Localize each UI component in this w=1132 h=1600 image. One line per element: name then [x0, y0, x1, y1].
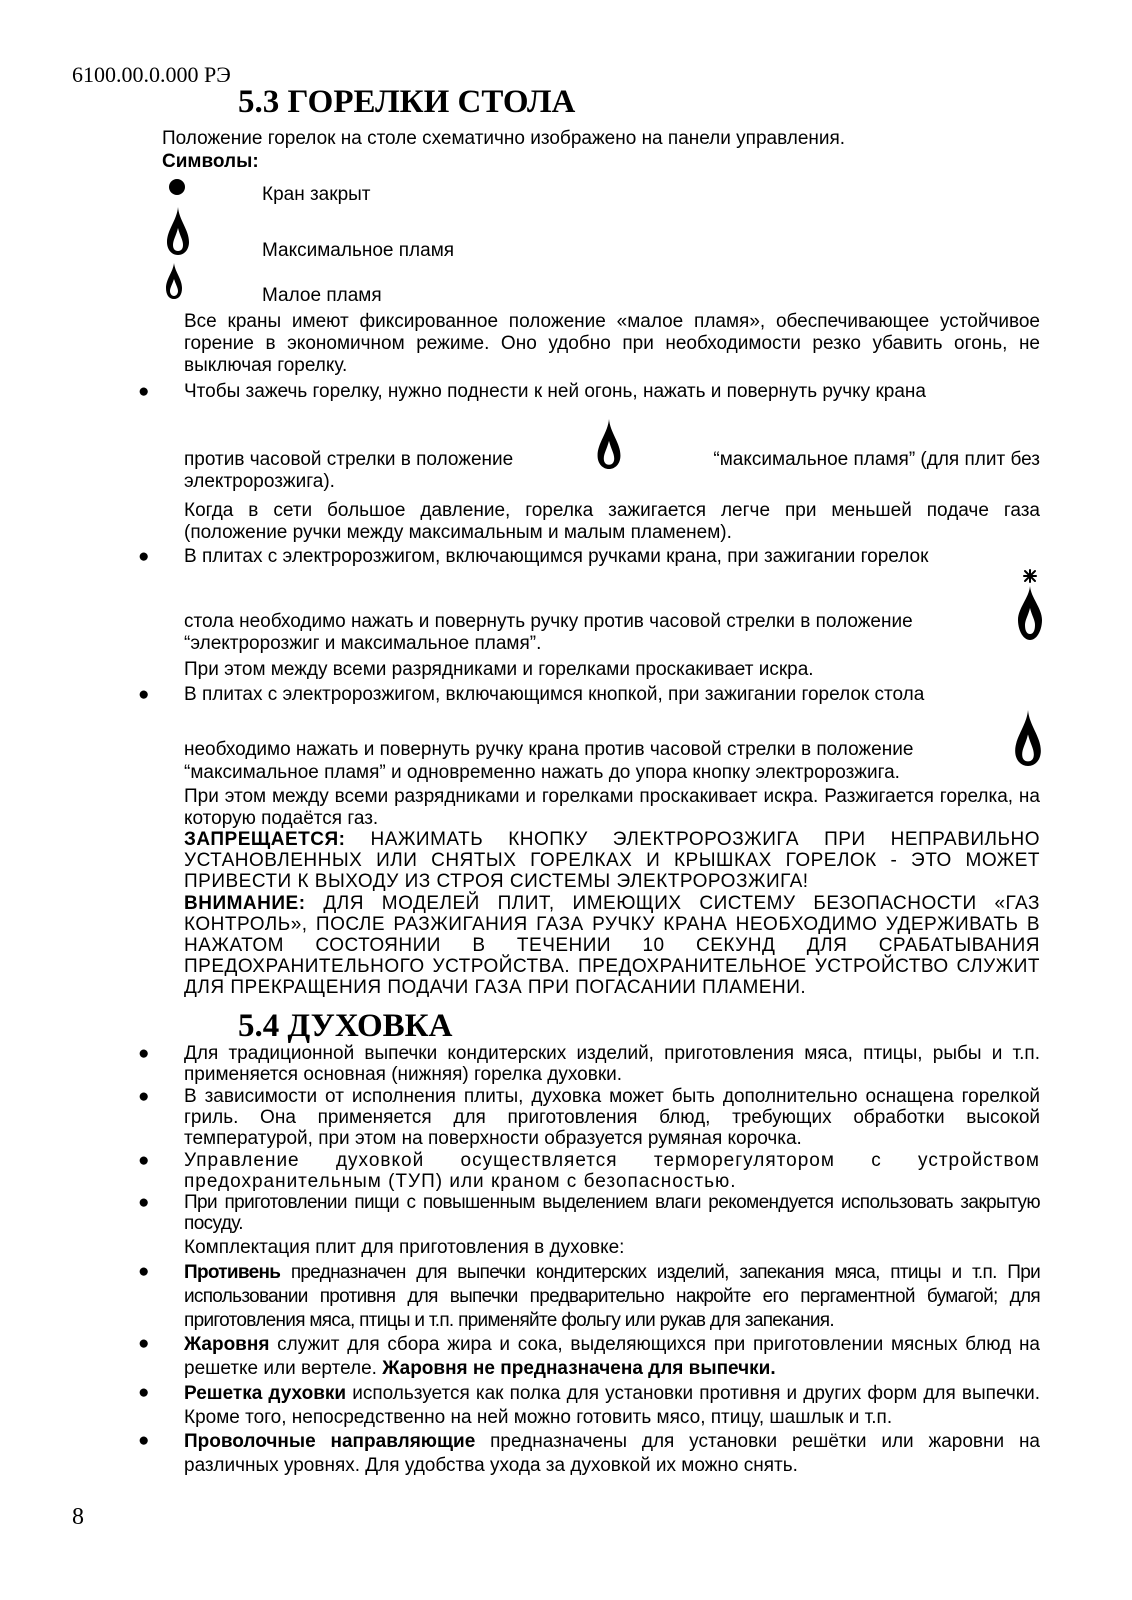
- item-warning: Жаровня не предназначена для выпечки.: [382, 1358, 776, 1379]
- large-flame-icon: [166, 206, 190, 256]
- bullet-dot: ●: [138, 1430, 150, 1451]
- oven-bullet-control: Управление духовкой осуществляется терморегулятором с устройством предохранительным (ТУП) или краном с безопасностью.: [184, 1150, 1040, 1192]
- bullet-dot: ●: [138, 1192, 150, 1213]
- item-term: Жаровня: [184, 1334, 270, 1355]
- item-text: используется как полка для установки противня и других форм для выпечки. Кроме того, непосредственно на ней можно готовить мясо, птицу, шашлык и т.п.: [184, 1383, 1040, 1428]
- bullet-dot: ●: [138, 546, 150, 567]
- handle-ignition-line3: “электророзжиг и максимальное пламя”.: [184, 633, 542, 654]
- oven-bullet-main-burner: Для традиционной выпечки кондитерских изделий, приготовления мяса, птицы, рыбы и т.п. применяется основная (нижняя) горелка духовки.: [184, 1043, 1040, 1085]
- oven-bullet-moisture: При приготовлении пищи с повышенным выделением влаги рекомендуется использовать закрытую посуду.: [184, 1192, 1040, 1234]
- intro-text: Положение горелок на столе схематично изображено на панели управления.: [162, 128, 846, 149]
- symbol-label-max-flame: Максимальное пламя: [262, 240, 455, 261]
- forbidden-text: НАЖИМАТЬ КНОПКУ ЭЛЕКТРОРОЗЖИГА ПРИ НЕПРАВИЛЬНО УСТАНОВЛЕННЫХ ИЛИ СНЯТЫХ ГОРЕЛКАХ И КРЫШКАХ ГОРЕЛОК - ЭТО МОЖЕТ ПРИВЕСТИ К ВЫХОДУ ИЗ СТРОЯ СИСТЕМЫ ЭЛЕКТРОРОЗЖИГА!: [184, 829, 1040, 892]
- fixed-position-text: Все краны имеют фиксированное положение «малое пламя», обеспечивающее устойчивое горение в экономичном режиме. Оно удобно при необходимости резко убавить огонь, не выключая горелку.: [184, 311, 1040, 376]
- ignite-text-line1: Чтобы зажечь горелку, нужно поднести к ней огонь, нажать и повернуть ручку крана: [184, 381, 926, 402]
- item-text: предназначен для выпечки кондитерских изделий, запекания мяса, птицы и т.п. При использовании противня для выпечки предварительно накройте его пергаментной бумагой; для приготовления мяса, птицы и т.п. применяйте фольгу или рукав для запекания.: [184, 1262, 1040, 1331]
- small-flame-icon: [165, 262, 183, 300]
- filled-circle-icon: [168, 178, 186, 196]
- item-term: Решетка духовки: [184, 1383, 347, 1404]
- bullet-dot: ●: [138, 381, 150, 402]
- section-title-burners: 5.3 ГОРЕЛКИ СТОЛА: [238, 84, 576, 120]
- bullet-dot: ●: [138, 684, 150, 705]
- handle-ignition-line2: стола необходимо нажать и повернуть ручку против часовой стрелки в положение: [184, 611, 913, 632]
- bullet-dot: ●: [138, 1150, 150, 1171]
- attention-text: ДЛЯ МОДЕЛЕЙ ПЛИТ, ИМЕЮЩИХ СИСТЕМУ БЕЗОПАСНОСТИ «ГАЗ КОНТРОЛЬ», ПОСЛЕ РАЗЖИГАНИЯ ГАЗА РУЧКУ КРАНА НЕОБХОДИМО УДЕРЖИВАТЬ В НАЖАТОМ СОСТОЯНИИ В ТЕЧЕНИИ 10 СЕКУНД ДЛЯ СРАБАТЫВАНИЯ ПРЕДОХРАНИТЕЛЬНОГО УСТРОЙСТВА. ПРЕДОХРАНИТЕЛЬНОЕ УСТРОЙСТВО СЛУЖИТ ДЛЯ ПРЕКРАЩЕНИЯ ПОДАЧИ ГАЗА ПРИ ПОГАСАНИИ ПЛАМЕНИ.: [184, 893, 1040, 998]
- item-term: Проволочные направляющие: [184, 1431, 476, 1452]
- item-oven-rack: [184, 1382, 1040, 1430]
- symbol-label-closed: Кран закрыт: [262, 184, 371, 205]
- oven-bullet-grill: В зависимости от исполнения плиты, духовка может быть дополнительно оснащена горелкой гриль. Она применяется для приготовления блюд, требующих обработки высокой температурой, при этом на поверхности образуется румяная корочка.: [184, 1086, 1040, 1149]
- bullet-dot: ●: [138, 1261, 150, 1282]
- button-ignition-line2: необходимо нажать и повернуть ручку крана против часовой стрелки в положение: [184, 739, 914, 760]
- bullet-dot: ●: [138, 1043, 150, 1064]
- symbols-label: Символы:: [162, 151, 259, 172]
- item-text: служит для сбора жира и сока, выделяющихся при приготовлении мясных блюд на решетке или вертеле.: [184, 1334, 1040, 1379]
- document-code: 6100.00.0.000 РЭ: [72, 62, 231, 87]
- item-baking-tray: [184, 1261, 1040, 1333]
- item-roasting-pan: [184, 1333, 1040, 1381]
- bullet-dot: ●: [138, 1333, 150, 1354]
- forbidden-label: ЗАПРЕЩАЕТСЯ:: [184, 829, 346, 850]
- ignite-text-line2a: против часовой стрелки в положение: [184, 449, 514, 470]
- page-number: 8: [72, 1504, 84, 1530]
- symbol-label-small-flame: Малое пламя: [262, 285, 382, 306]
- forbidden-warning: [184, 829, 1040, 892]
- item-wire-guides: [184, 1430, 1040, 1478]
- section-title-oven: 5.4 ДУХОВКА: [238, 1008, 453, 1044]
- item-text: предназначены для установки решётки или жаровни на различных уровнях. Для удобства ухода за духовкой их можно снять.: [184, 1431, 1041, 1476]
- ignite-text-line2b: “максимальное пламя” (для плит без: [713, 449, 1040, 470]
- handle-ignition-line1: В плитах с электророзжигом, включающимся ручками крана, при зажигании горелок: [184, 546, 929, 567]
- spark-flame-icon: [1014, 568, 1044, 642]
- bullet-dot: ●: [138, 1086, 150, 1107]
- large-flame-icon: [1014, 708, 1042, 768]
- large-flame-icon: [596, 418, 622, 470]
- item-term: Противень: [184, 1262, 281, 1283]
- pressure-text: Когда в сети большое давление, горелка зажигается легче при меньшей подаче газа (положение ручки между максимальным и малым пламенем).: [184, 500, 1040, 543]
- ignite-text-line3: электророзжига).: [184, 471, 335, 492]
- button-ignition-line4: При этом между всеми разрядниками и горелками проскакивает искра. Разжигается горелка, на которую подаётся газ.: [184, 786, 1040, 829]
- handle-ignition-line4: При этом между всеми разрядниками и горелками проскакивает искра.: [184, 659, 814, 680]
- button-ignition-line1: В плитах с электророзжигом, включающимся кнопкой, при зажигании горелок стола: [184, 684, 925, 705]
- attention-warning: [184, 893, 1040, 998]
- button-ignition-line3: “максимальное пламя” и одновременно нажать до упора кнопку электророзжига.: [184, 762, 900, 783]
- attention-label: ВНИМАНИЕ:: [184, 893, 306, 914]
- equipment-intro: Комплектация плит для приготовления в духовке:: [184, 1237, 625, 1258]
- bullet-dot: ●: [138, 1382, 150, 1403]
